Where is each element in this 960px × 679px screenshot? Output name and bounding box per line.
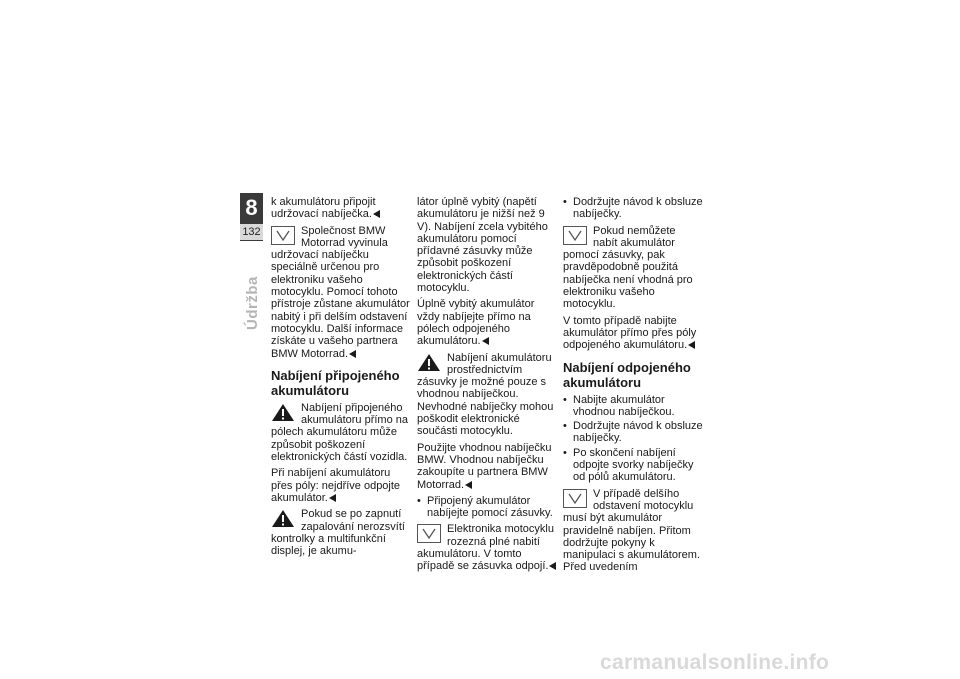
bullet-list	[563, 196, 703, 221]
note-text: Elektronika motocyklu rozezná plné nabití akumulátoru. V tomto případě se zásuvka odpojí.	[417, 523, 554, 573]
chapter-title: Údržba	[244, 276, 261, 330]
info-note-icon	[563, 226, 587, 245]
bullet-list	[417, 495, 557, 520]
end-marker-icon	[688, 341, 695, 349]
warning-text: Pokud se po zapnutí zapalování nerozsvítí kontrolky a multifunkční displej, je akumu-	[271, 508, 405, 558]
paragraph: Použijte vhodnou nabíječku BMW. Vhodnou nabíječku zakoupíte u partnera BMW Motorrad.	[417, 441, 552, 491]
paragraph: V tomto případě nabijte akumulátor přímo přes póly odpojeného akumulátoru.	[563, 314, 697, 352]
warning-block	[271, 402, 411, 463]
list-item: • Připojený akumulátor nabíjejte pomocí zásuvky.	[417, 495, 557, 520]
page-number: 132	[240, 224, 263, 240]
watermark[interactable]: carmanualsonline.info	[600, 651, 830, 674]
chapter-number: 8	[245, 195, 258, 220]
info-note-icon	[271, 226, 295, 245]
end-marker-icon	[329, 494, 336, 502]
note-block	[271, 225, 411, 360]
end-marker-icon	[373, 210, 380, 218]
end-marker-icon	[349, 350, 356, 358]
list-item: • Dodržujte návod k obsluze nabíječky.	[563, 196, 703, 221]
end-marker-icon	[465, 481, 472, 489]
paragraph: Úplně vybitý akumulátor vždy nabíjejte přímo na pólech odpojeného akumulátoru.	[417, 298, 535, 348]
column-3	[563, 196, 703, 578]
warning-block	[271, 508, 411, 557]
note-block	[417, 523, 557, 572]
column-2	[417, 196, 557, 577]
info-note-icon	[563, 489, 587, 508]
list-item: • Dodržujte návod k obsluze nabíječky.	[563, 420, 703, 445]
section-heading: Nabíjení odpojeného akumulátoru	[563, 359, 691, 390]
paragraph: látor úplně vybitý (napětí akumulátoru je nižší než 9 V). Nabíjení zcela vybitého akumulátoru pomocí přídavné zásuvky může způsobit poškození elektronických částí motocyklu.	[417, 196, 548, 295]
warning-text: Nabíjení připojeného akumulátoru přímo na pólech akumulátoru může způsobit poškození elektronických částí vozidla.	[271, 401, 408, 464]
warning-icon	[417, 353, 441, 372]
chapter-tab	[240, 193, 263, 241]
info-note-icon	[417, 524, 441, 543]
section-heading: Nabíjení připojeného akumulátoru	[271, 367, 400, 398]
warning-icon	[271, 403, 295, 422]
bullet-list	[563, 394, 703, 484]
end-marker-icon	[549, 562, 556, 570]
paragraph: Při nabíjení akumulátoru přes póly: nejdříve odpojte akumulátor.	[271, 467, 401, 504]
note-block	[563, 488, 703, 574]
note-text: Společnost BMW Motorrad vyvinula udržovací nabíječku speciálně určenou pro elektroniku vašeho motocyklu. Pomocí tohoto přístroje zůstane akumulátor nabitý i při delším odstavení motocyklu. Další informace získáte u vašeho partnera BMW Motorrad.	[271, 224, 410, 360]
paragraph: k akumulátoru připojit udržovací nabíječka.	[271, 196, 411, 221]
list-item: • Po skončení nabíjení odpojte svorky nabíječky od pólů akumulátoru.	[563, 447, 703, 484]
warning-icon	[271, 509, 295, 528]
warning-text: Nabíjení akumulátoru prostřednictvím zásuvky je možné pouze s vhodnou nabíječkou. Nevhodné nabíječky mohou poškodit elektronické součásti motocyklu.	[417, 351, 554, 438]
list-item: • Nabijte akumulátor vhodnou nabíječkou.	[563, 394, 703, 419]
warning-block	[417, 352, 557, 438]
end-marker-icon	[482, 337, 489, 345]
note-text: V případě delšího odstavení motocyklu musí být akumulátor pravidelně nabíjen. Přitom dodržujte pokyny k manipulaci s akumulátorem. Před uvedením	[563, 487, 700, 574]
note-text: Pokud nemůžete nabít akumulátor pomocí zásuvky, pak pravděpodobně použitá nabíječka není vhodná pro elektroniku vašeho motocyklu.	[563, 224, 693, 311]
column-1	[271, 196, 411, 561]
note-block	[563, 225, 703, 311]
